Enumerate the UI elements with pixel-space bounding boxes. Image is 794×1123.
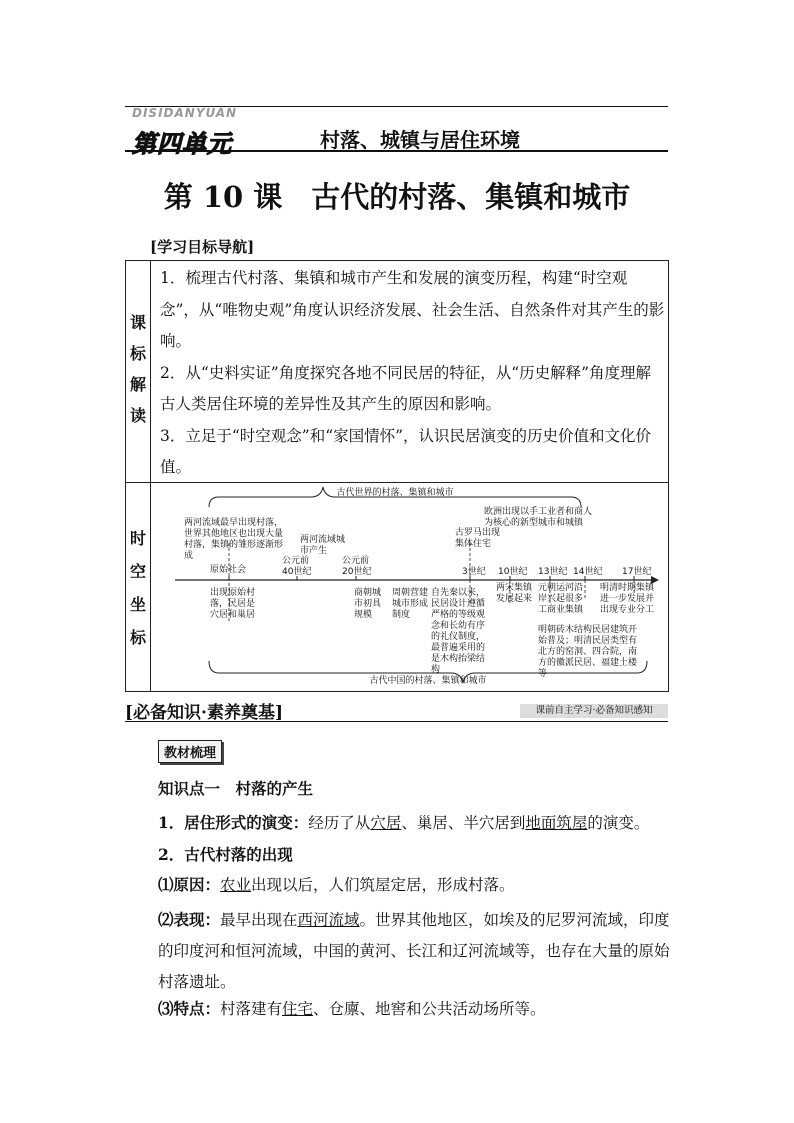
tick-label: 14世纪 <box>573 567 603 577</box>
world-event: 欧洲出现以手工业者和商人为核心的新型城市和城镇 <box>484 507 593 528</box>
china-event: 周朝营建城市形成制度 <box>392 588 429 620</box>
paragraph-1: 1．居住形式的演变：经历了从穴居、巢居、半穴居到地面筑屋的演变。 <box>158 813 650 832</box>
section-rule <box>125 721 668 722</box>
china-event: 自先秦以来，民居设计遵循严格的等级观念和长幼有序的礼仪制度，最普遍采用的是木构抬梁结构 <box>431 588 486 675</box>
tick-label: 10世纪 <box>498 567 528 577</box>
unit-label: 第四单元 <box>132 130 232 158</box>
timeline-side-label: 时 空 坐 标 <box>129 529 146 647</box>
world-caption: 古代世界的村落、集镇和城市 <box>336 488 454 498</box>
tick-label: 3世纪 <box>462 567 486 577</box>
section-subtitle: 课前自主学习·必备知识感知 <box>520 704 668 718</box>
china-event: 商朝城市初具规模 <box>354 588 382 620</box>
paragraph-4: ⑵表现：最早出现在西河流域。世界其他地区，如埃及的尼罗河流域，印度的印度河和恒河流域，中国的黄河、长江和辽河流域等，也存在大量的原始村落遗址。 <box>158 910 670 991</box>
tick-label: 公元前20世纪 <box>342 556 372 577</box>
objectives-list <box>160 263 665 484</box>
china-event: 明清时期集镇进一步发展并出现专业分工 <box>600 583 655 615</box>
header-rule <box>125 150 668 152</box>
unit-pinyin: DISIDANYUAN <box>132 106 238 120</box>
learning-guide-tag: [学习目标导航] <box>150 238 255 256</box>
tick-label: 公元前40世纪 <box>282 556 312 577</box>
section-title: [必备知识·素养奠基] <box>125 703 284 723</box>
china-event: 出现原始村落，民居是穴居和巢居 <box>210 588 256 620</box>
objective-item: 3．立足于“时空观念”和“家国情怀”，认识民居演变的历史价值和文化价值。 <box>160 426 652 476</box>
china-event: 明朝砖木结构民居建筑开始普及；明清民居类型有北方的窑洞、四合院，南方的徽派民居、福建土楼等 <box>538 625 638 679</box>
unit-topic: 村落、城镇与居住环境 <box>320 128 520 152</box>
china-event: 元朝运河沿岸兴起很多工商业集镇 <box>538 583 584 615</box>
objective-item: 2．从“史料实证”角度探究各地不同民居的特征，从“历史解释”角度理解古人类居住环境的差异性及其产生的原因和影响。 <box>160 363 652 413</box>
paragraph-5: ⑶特点：村落建有住宅、仓廪、地窖和公共活动场所等。 <box>158 999 546 1018</box>
paragraph-2: 2．古代村落的出现 <box>158 845 293 864</box>
lesson-title: 第 10 课 古代的村落、集镇和城市 <box>163 180 631 214</box>
world-event: 两河流域城市产生 <box>300 535 346 556</box>
paragraph-3: ⑴原因：农业出现以后，人们筑屋定居，形成村落。 <box>158 875 515 894</box>
knowledge-point-title: 知识点一 村落的产生 <box>158 779 314 798</box>
objectives-side-label: 课 标 解 读 <box>129 313 146 425</box>
tick-label: 13世纪 <box>538 567 568 577</box>
china-event: 两宋集镇发展起来 <box>496 583 533 604</box>
textbook-review-tag: 教材梳理 <box>158 740 222 763</box>
china-caption: 古代中国的村落、集镇和城市 <box>369 676 487 686</box>
tick-label: 17世纪 <box>622 567 652 577</box>
tick-label: 原始社会 <box>210 565 247 575</box>
objective-item: 1．梳理古代村落、集镇和城市产生和发展的演变历程，构建“时空观念”，从“唯物史观”角度认识经济发展、社会生活、自然条件对其产生的影响。 <box>160 269 665 350</box>
world-event: 两河流域最早出现村落，世界其他地区也出现大量村落，集镇的雏形逐渐形成 <box>184 518 284 561</box>
world-event: 古罗马出现集体住宅 <box>455 528 501 549</box>
